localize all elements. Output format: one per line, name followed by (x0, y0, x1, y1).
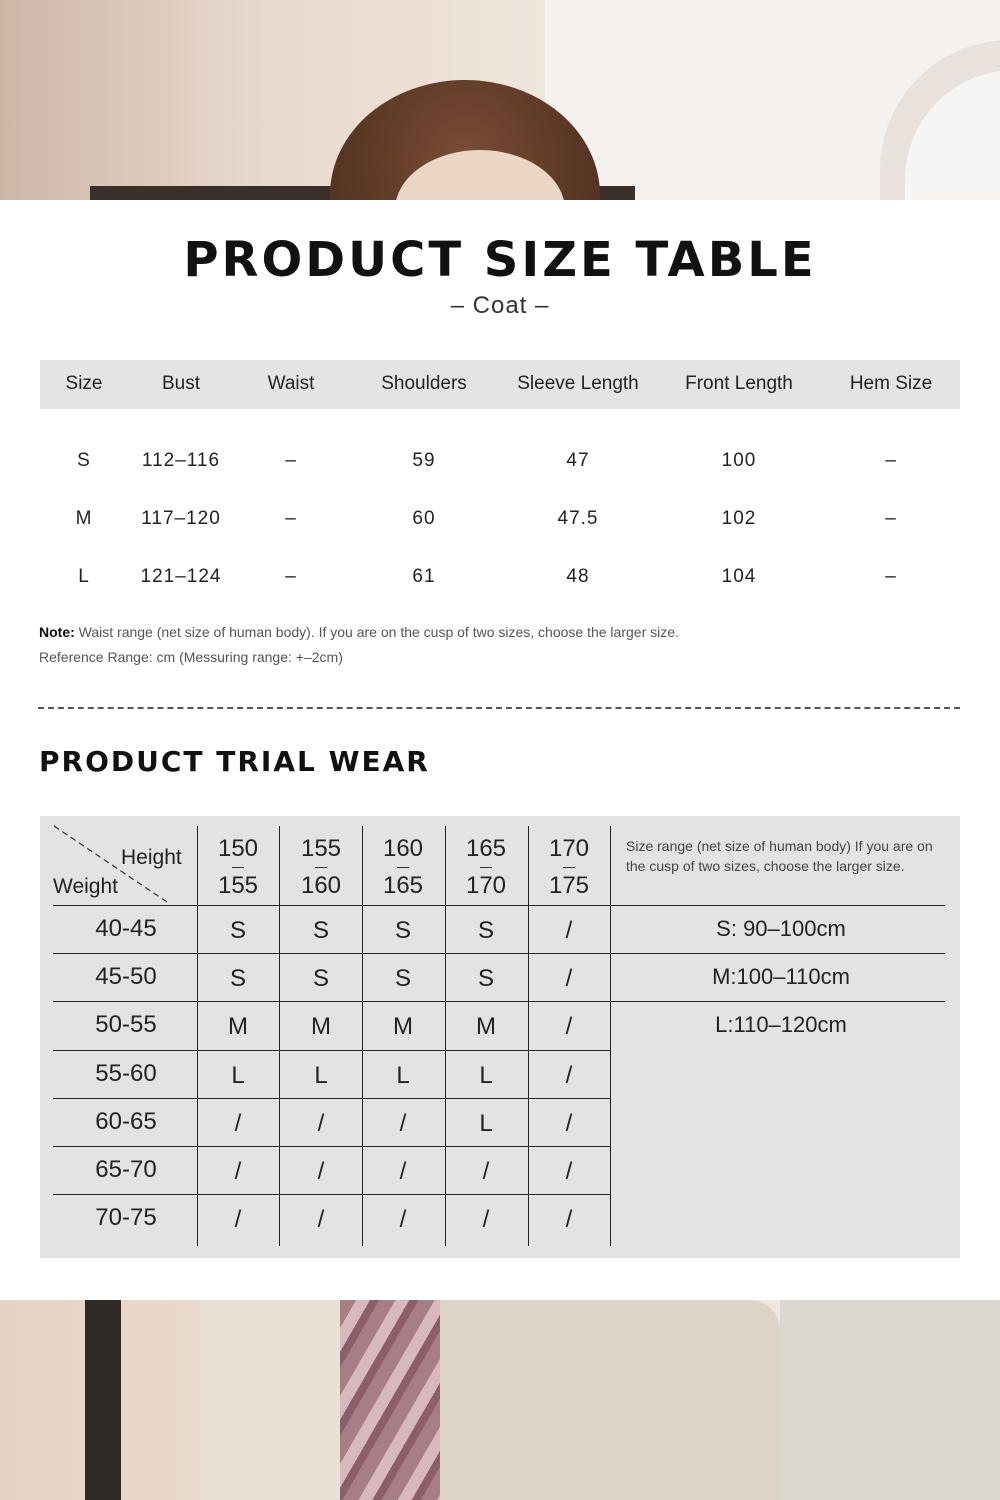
grid-line (53, 905, 945, 906)
size-cell: / (565, 965, 573, 992)
photo-floor (780, 1300, 1000, 1500)
weight-range: 40-45 (95, 915, 157, 942)
size-cell: / (482, 1206, 490, 1233)
size-cell: S (394, 965, 411, 992)
grid-line (53, 1194, 610, 1195)
size-range-text: S: 90–100cm (716, 916, 846, 941)
trial-size-note: Size range (net size of human body) If you are on the cusp of two sizes, choose the larger size. (626, 838, 933, 874)
size-cell: / (317, 1206, 325, 1233)
table-cell: – (885, 566, 897, 587)
table-cell: M (75, 508, 93, 529)
table-row (40, 432, 960, 490)
height-range-top: 170 (548, 835, 590, 862)
column-header: Hem Size (849, 373, 933, 394)
weight-range: 50-55 (95, 1011, 157, 1038)
height-range-bottom: 175 (548, 872, 590, 899)
column-header: Shoulders (381, 373, 467, 394)
grid-line (279, 826, 280, 1246)
table-cell: 47.5 (557, 508, 599, 529)
size-cell: / (234, 1158, 242, 1185)
size-cell: M (228, 1013, 248, 1040)
page-title: PRODUCT SIZE TABLE (183, 232, 817, 288)
weight-range: 55-60 (95, 1060, 157, 1087)
table-cell: 60 (412, 508, 436, 529)
grid-line (610, 826, 611, 1246)
height-range-bottom: 170 (465, 872, 507, 899)
size-cell: / (565, 917, 573, 944)
height-range-bottom: 160 (300, 872, 342, 899)
size-cell: L (396, 1062, 410, 1089)
size-cell: L (314, 1062, 328, 1089)
photo-coat-right (440, 1300, 780, 1500)
size-cell: S (312, 965, 329, 992)
table-cell: 117–120 (141, 508, 221, 529)
size-cell: / (565, 1013, 573, 1040)
table-cell: – (285, 508, 297, 529)
table-cell: 59 (412, 450, 436, 471)
size-cell: L (479, 1062, 493, 1089)
table-cell: 104 (721, 566, 757, 587)
table-cell: – (885, 508, 897, 529)
table-cell: 47 (566, 450, 590, 471)
size-cell: L (231, 1062, 245, 1089)
grid-line (197, 826, 198, 1246)
column-header: Front Length (685, 373, 793, 394)
weight-range: 65-70 (95, 1156, 157, 1183)
size-cell: / (399, 1158, 407, 1185)
note-label: Note: (39, 624, 75, 640)
table-row (40, 490, 960, 548)
weight-range: 60-65 (95, 1108, 157, 1135)
size-cell: M (311, 1013, 331, 1040)
size-table (40, 360, 960, 587)
size-cell: / (317, 1158, 325, 1185)
table-cell: 102 (721, 508, 757, 529)
table-cell: – (285, 566, 297, 587)
reference-range: Reference Range: cm (Messuring range: +–2cm) (39, 649, 343, 665)
page-subtitle: – Coat – (450, 292, 550, 319)
height-range-top: 155 (300, 835, 342, 862)
dashed-divider (38, 707, 960, 709)
size-cell: L (479, 1110, 493, 1137)
trial-wear-title: PRODUCT TRIAL WEAR (39, 745, 430, 778)
column-header: Size (65, 373, 103, 394)
grid-line (445, 826, 446, 1246)
table-cell: – (885, 450, 897, 471)
height-range-bottom: 155 (217, 872, 259, 899)
size-cell: / (565, 1206, 573, 1233)
size-cell: M (393, 1013, 413, 1040)
size-cell: S (477, 917, 494, 944)
bottom-photo (0, 1300, 1000, 1500)
grid-line (53, 953, 945, 954)
table-cell: 112–116 (141, 450, 221, 471)
table-cell: S (77, 450, 91, 471)
size-cell: / (399, 1110, 407, 1137)
table-cell: 48 (566, 566, 590, 587)
size-range-text: M:100–110cm (712, 964, 850, 989)
size-table-body (40, 432, 960, 606)
grid-line (53, 1146, 610, 1147)
size-cell: / (317, 1110, 325, 1137)
size-cell: / (565, 1110, 573, 1137)
size-cell: S (477, 965, 494, 992)
height-range-top: 165 (465, 835, 507, 862)
height-range-bottom: 165 (382, 872, 424, 899)
size-table-header (40, 360, 960, 409)
height-range-top: 160 (382, 835, 424, 862)
size-range-text: L:110–120cm (715, 1012, 847, 1037)
photo-door-frame (85, 1300, 121, 1500)
table-row (40, 548, 960, 606)
photo-coat-left (200, 1300, 350, 1500)
trial-wear-table (40, 816, 960, 1258)
column-header: Bust (161, 373, 201, 394)
size-cell: / (234, 1110, 242, 1137)
size-cell: / (399, 1206, 407, 1233)
size-cell: S (229, 965, 246, 992)
size-cell: S (394, 917, 411, 944)
grid-line (362, 826, 363, 1246)
size-cell: S (229, 917, 246, 944)
size-cell: / (565, 1062, 573, 1089)
height-range-top: 150 (217, 835, 259, 862)
size-note (39, 624, 679, 640)
note-text: Waist range (net size of human body). If you are on the cusp of two sizes, choose the larger size. (74, 624, 679, 640)
column-header: Sleeve Length (517, 373, 639, 394)
table-cell: – (285, 450, 297, 471)
table-cell: 100 (721, 450, 757, 471)
size-cell: / (234, 1206, 242, 1233)
size-cell: / (565, 1158, 573, 1185)
top-photo (0, 0, 1000, 200)
grid-line (53, 1098, 610, 1099)
size-cell: / (482, 1158, 490, 1185)
table-cell: 121–124 (140, 566, 222, 587)
size-cell: S (312, 917, 329, 944)
weight-range: 45-50 (95, 963, 157, 990)
grid-line (528, 826, 529, 1246)
corner-weight-label: Weight (53, 875, 118, 898)
grid-line (53, 1001, 945, 1002)
grid-line (53, 1050, 610, 1051)
weight-range: 70-75 (95, 1204, 157, 1231)
column-header: Waist (267, 373, 315, 394)
size-cell: M (476, 1013, 496, 1040)
table-cell: 61 (412, 566, 436, 587)
table-cell: L (78, 566, 90, 587)
corner-height-label: Height (121, 846, 182, 869)
